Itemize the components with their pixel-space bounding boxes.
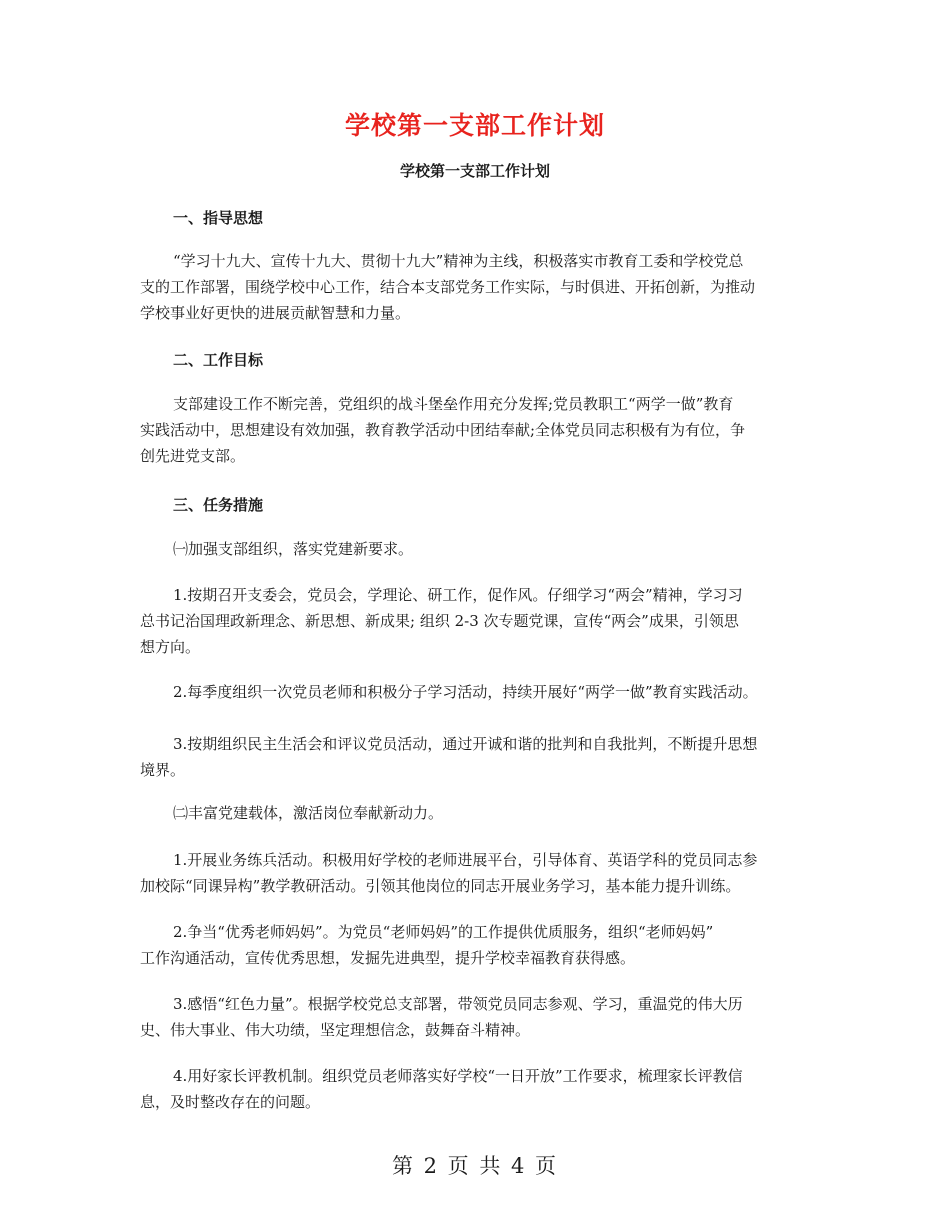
paragraph-work-goals [140,391,820,469]
section-heading-measures: 三、任务措施 [173,496,264,514]
paragraph-line: 3.按期组织民主生活会和评议党员活动，通过开诚和谐的批判和自我批判，不断提升思想 [173,735,758,753]
paragraph-line: 4.用好家长评教机制。组织党员老师落实好学校“一日开放”工作要求，梳理家长评教信 [173,1067,743,1085]
paragraph-line: 实践活动中，思想建设有效加强，教育教学活动中团结奉献;全体党员同志积极有为有位，争 [140,421,746,439]
document-title: 学校第一支部工作计划 [344,111,605,140]
subsection-heading-2 [140,800,820,826]
paragraph-line: 2.每季度组织一次党员老师和积极分子学习活动，持续开展好“两学一做”教育实践活动。 [173,683,758,701]
paragraph-line: 3.感悟“红色力量”。根据学校党总支部署，带领党员同志参观、学习，重温党的伟大历 [173,995,743,1013]
section-heading-guiding-thought: 一、指导思想 [173,209,264,227]
paragraph-line: 息，及时整改存在的问题。 [140,1093,321,1111]
paragraph-line: 1.开展业务练兵活动。积极用好学校的老师进展平台，引导体育、英语学科的党员同志参 [173,851,758,869]
paragraph-line: 工作沟通活动，宣传优秀思想，发掘先进典型，提升学校幸福教育获得感。 [140,949,636,967]
paragraph-line: 2.争当“优秀老师妈妈”。为党员“老师妈妈”的工作提供优质服务，组织“老师妈妈” [173,923,714,941]
document-subtitle: 学校第一支部工作计划 [399,162,550,180]
paragraph-line: 境界。 [140,761,186,779]
paragraph-line: 总书记治国理政新理念、新思想、新成果; 组织 2-3 次专题党课，宣传“两会”成果，引领思 [140,612,739,630]
page-number-footer: 第 2 页 共 4 页 [391,1154,559,1178]
subsection-heading-1 [140,536,820,562]
item-1-1 [140,582,820,660]
paragraph-line: 创先进党支部。 [140,447,246,465]
paragraph-line: 加校际“同课异构”教学教研活动。引领其他岗位的同志开展业务学习，基本能力提升训练。 [140,877,741,895]
paragraph-line: 1.按期召开支委会，党员会，学理论、研工作，促作风。仔细学习“两会”精神，学习习 [173,586,743,604]
item-2-1 [140,847,820,899]
paragraph-line: 史、伟大事业、伟大功绩，坚定理想信念，鼓舞奋斗精神。 [140,1021,531,1039]
paragraph-line: 支的工作部署，围绕学校中心工作，结合本支部党务工作实际，与时俱进、开拓创新，为推动 [140,278,756,296]
item-1-2 [140,679,820,705]
item-1-3 [140,731,820,783]
paragraph-line: ㈡丰富党建载体，激活岗位奉献新动力。 [173,804,444,822]
paragraph-line: 学校事业好更快的进展贡献智慧和力量。 [140,304,411,322]
paragraph-line: “学习十九大、宣传十九大、贯彻十九大”精神为主线，积极落实市教育工委和学校党总 [173,252,744,270]
item-2-4 [140,1063,820,1115]
paragraph-line: 支部建设工作不断完善，党组织的战斗堡垒作用充分发挥;党员教职工“两学一做”教育 [173,395,734,413]
paragraph-guiding-thought [140,248,820,326]
section-heading-work-goals: 二、工作目标 [173,351,264,369]
paragraph-line: ㈠加强支部组织，落实党建新要求。 [173,540,414,558]
item-2-3 [140,991,820,1043]
item-2-2 [140,919,820,971]
paragraph-line: 想方向。 [140,638,201,656]
